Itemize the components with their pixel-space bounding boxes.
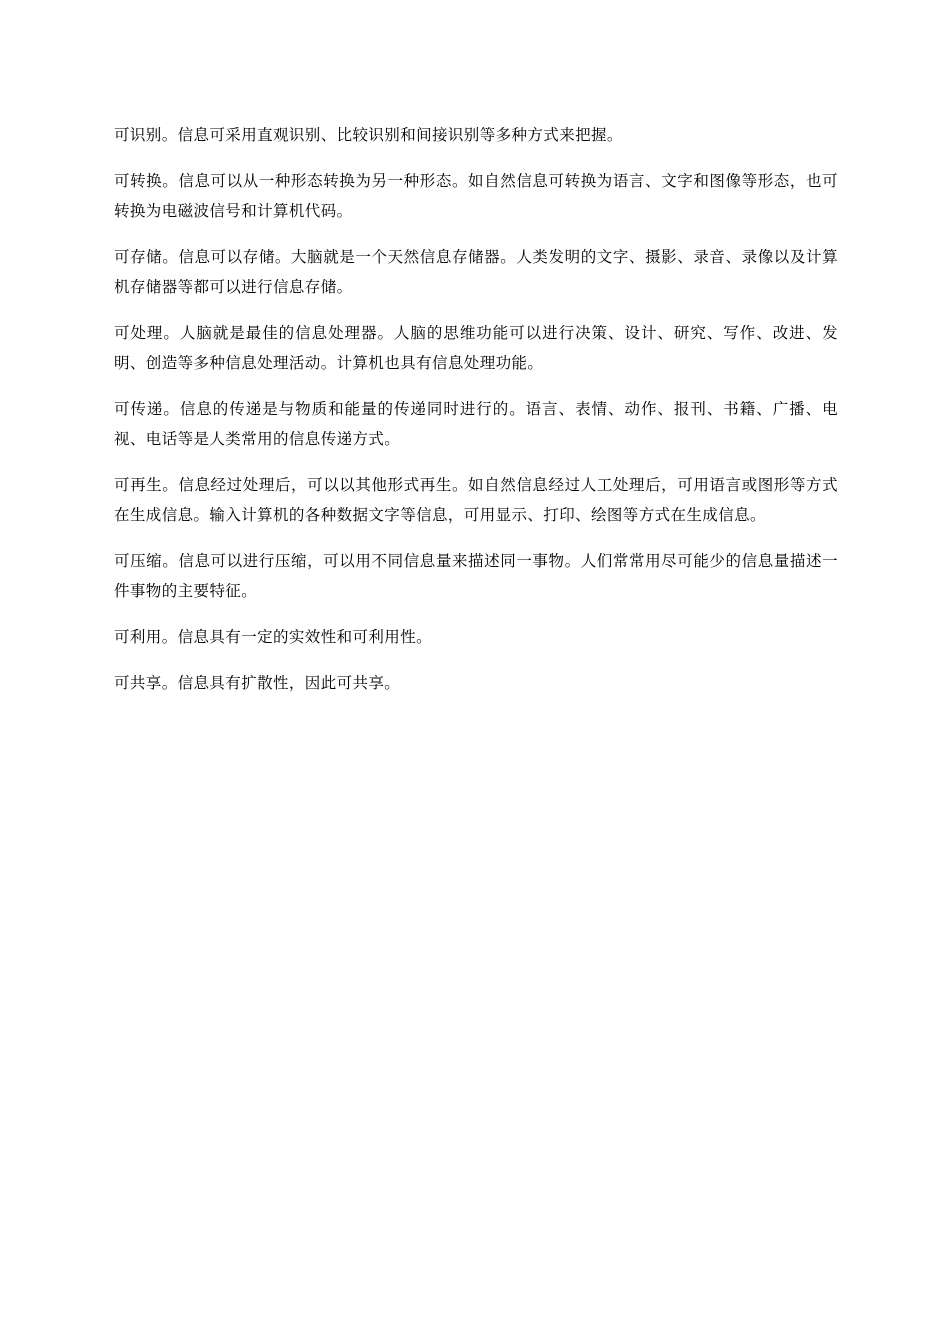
paragraph-identifiable: 可识别。信息可采用直观识别、比较识别和间接识别等多种方式来把握。 [114,126,623,144]
paragraph-shareable: 可共享。信息具有扩散性，因此可共享。 [114,674,401,692]
document-body [114,120,838,714]
paragraph-usable: 可利用。信息具有一定的实效性和可利用性。 [114,628,433,646]
paragraph-compressible: 可压缩。信息可以进行压缩，可以用不同信息量来描述同一事物。人们常常用尽可能少的信息量描述一件事物的主要特征。 [114,552,838,600]
paragraph-transmittable: 可传递。信息的传递是与物质和能量的传递同时进行的。语言、表情、动作、报刊、书籍、广播、电视、电话等是人类常用的信息传递方式。 [114,400,838,448]
paragraph-processable: 可处理。人脑就是最佳的信息处理器。人脑的思维功能可以进行决策、设计、研究、写作、改进、发明、创造等多种信息处理活动。计算机也具有信息处理功能。 [114,324,838,372]
paragraph-storable: 可存储。信息可以存储。大脑就是一个天然信息存储器。人类发明的文字、摄影、录音、录像以及计算机存储器等都可以进行信息存储。 [114,248,838,296]
paragraph-regenerable: 可再生。信息经过处理后，可以以其他形式再生。如自然信息经过人工处理后，可用语言或图形等方式在生成信息。输入计算机的各种数据文字等信息，可用显示、打印、绘图等方式在生成信息。 [114,476,838,524]
paragraph-convertible: 可转换。信息可以从一种形态转换为另一种形态。如自然信息可转换为语言、文字和图像等形态，也可转换为电磁波信号和计算机代码。 [114,172,838,220]
